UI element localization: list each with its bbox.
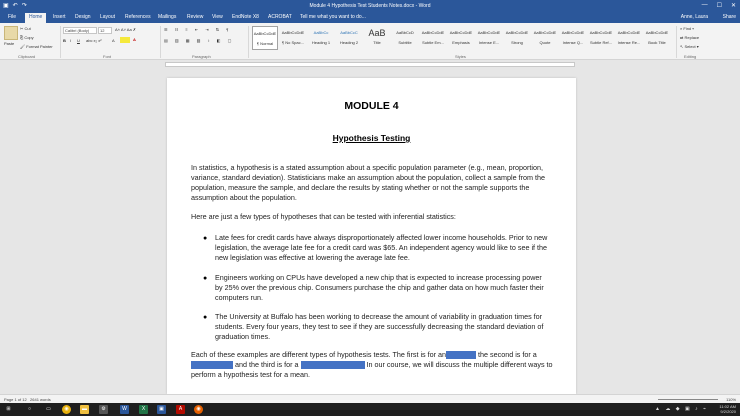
status-page-words [4,397,51,402]
align-icons[interactable]: ▤ ▥ ▦ ▧ ↕ ◧ ▢ [164,38,235,43]
clock[interactable] [719,405,736,414]
para-text: and the third is for a [233,360,301,369]
style-item[interactable] [308,26,334,50]
chrome-icon[interactable]: ◉ [62,405,71,414]
save-icon[interactable]: ▣ [3,3,9,9]
find-button[interactable]: ⌕ Find ▾ [680,26,694,31]
bullet-icon: ● [203,235,208,242]
paragraph-examples [191,350,555,380]
style-item[interactable] [560,26,586,50]
style-preview: AaBbCcDdE [505,30,529,35]
search-icon[interactable]: ○ [27,406,32,412]
styles-group-label: Styles [455,54,466,59]
style-name: Strong [511,40,523,45]
cut-label: Cut [24,26,31,31]
word-icon[interactable]: W [120,405,129,414]
app-icon[interactable]: ▣ [157,405,166,414]
style-name: ¶ No Spac... [282,40,304,45]
document-subheading: Hypothesis Testing [332,133,411,143]
file-explorer-icon[interactable]: ▬ [82,406,87,412]
settings-icon[interactable]: ⚙ [99,405,108,414]
redo-icon[interactable]: ↷ [21,3,27,9]
style-preview: AaBbCcDdE [449,30,473,35]
format-painter-label: Format Painter [26,44,53,49]
highlight-blank[interactable] [301,361,365,369]
paragraph-intro: In statistics, a hypothesis is a stated assumption about a specific population parameter (e.g., mean, proportion, variance, standard deviation). Statisticians make an assumption about the population, collect a sample from the population, measure the sample, and declare the results by stating whether or not the sample supports the assumption about the population. [191,163,545,202]
underline-icon[interactable]: U [77,38,80,43]
paragraph-types: Here are just a few types of hypotheses that can be tested with inferential statistics: [191,212,456,221]
excel-icon[interactable]: X [139,405,148,414]
clock-time: 11:02 AM [719,404,736,409]
tab-file[interactable]: File [8,14,17,20]
style-item[interactable] [616,26,642,50]
style-item[interactable] [504,26,530,50]
title-bar [0,0,740,12]
style-item[interactable] [448,26,474,50]
group-separator [248,26,249,58]
style-preview: AaBbCc [313,30,329,35]
status-bar [0,394,740,403]
style-item[interactable] [252,26,278,50]
tab-layout[interactable]: Layout [100,14,116,20]
font-name-select[interactable]: Calibri (Body) [63,27,97,34]
style-item[interactable] [420,26,446,50]
clock-date: 9/2/2020 [720,408,736,414]
style-name: Intense Re... [617,40,641,45]
style-preview: AaBbCcDdE [561,30,585,35]
ribbon-tabs [0,12,740,23]
select-button[interactable]: ↖ Select ▾ [680,44,699,49]
style-name: Heading 2 [339,40,359,45]
zoom-slider[interactable] [658,399,718,400]
strikethrough-icon[interactable]: abc x₂ x² [86,38,102,43]
taskbar [0,403,740,416]
bullet-icon: ● [203,314,208,321]
font-size-select[interactable]: 12 [98,27,112,34]
style-item[interactable] [336,26,362,50]
style-item[interactable] [532,26,558,50]
font-color-icon[interactable]: A [133,37,136,42]
format-painter-button[interactable]: 🖌 Format Painter [20,44,53,49]
italic-icon[interactable]: I [70,38,72,43]
cut-button[interactable]: ✂ Cut [20,26,31,31]
tab-mailings[interactable]: Mailings [158,14,177,20]
replace-label: Replace [684,35,700,40]
horizontal-ruler[interactable] [0,60,740,69]
style-name: Intense E... [478,40,500,45]
para-text: Each of these examples are different types of hypothesis tests. The first is for an [191,350,447,359]
style-item[interactable] [588,26,614,50]
select-label: Select [684,44,696,49]
minimize-button[interactable]: — [701,2,708,8]
group-separator [676,26,677,58]
style-name: Subtle Ref... [589,40,612,45]
windows-start-icon[interactable]: ⊞ [4,405,13,414]
style-preview: AaB [368,28,386,38]
style-preview: AaBbCcC [340,30,358,35]
bold-icon[interactable]: B [63,38,66,43]
tab-design[interactable]: Design [75,14,91,20]
close-button[interactable]: ✕ [730,3,736,9]
style-item[interactable] [364,26,390,50]
group-separator [60,26,61,58]
style-preview: AaBbCcDdE [645,30,669,35]
undo-icon[interactable]: ↶ [12,3,18,9]
tab-review[interactable]: Review [187,14,204,20]
page-count[interactable]: Page 1 of 12 [4,397,27,402]
style-preview: AaBbCcDdE [253,31,277,36]
user-name[interactable]: Anne, Laura [680,14,708,20]
editing-group-label: Editing [684,54,697,59]
maximize-button[interactable]: ☐ [716,3,722,9]
tell-me-search[interactable]: Tell me what you want to do... [300,14,366,20]
style-item[interactable] [476,26,502,50]
style-name: ¶ Normal [256,41,274,46]
highlight-blank[interactable] [446,351,476,359]
find-label: Find [683,26,692,31]
document-heading: MODULE 4 [344,100,399,112]
task-view-icon[interactable]: ▭ [46,406,51,412]
style-preview: AaBbCcDdE [477,30,501,35]
highlight-color-icon[interactable] [120,37,130,43]
tab-insert[interactable]: Insert [53,14,66,20]
tab-endnote[interactable]: EndNote X8 [232,14,259,20]
grow-font-icon[interactable]: A˄ A˅ Aa ✗ [115,27,137,32]
style-preview: AaBbCcDdE [533,30,557,35]
replace-button[interactable]: ⇄ Replace [680,35,700,40]
share-button[interactable]: Share [722,14,736,20]
tab-view[interactable]: View [212,14,223,20]
paragraph-group-label: Paragraph [192,54,211,59]
style-preview: AaBbCcDdE [589,30,613,35]
paste-icon[interactable] [4,26,18,40]
tab-acrobat[interactable]: ACROBAT [268,14,292,20]
style-item[interactable] [280,26,306,50]
system-tray-icons[interactable]: ▲ ☁ ◆ ▣ ♪ ⌁ [655,406,708,412]
zoom-level[interactable]: 110% [726,397,736,402]
style-preview: AaBbCcDdE [281,30,305,35]
font-group-label: Font [103,54,112,59]
highlight-blank[interactable] [191,361,233,369]
word-count[interactable]: 2641 words [30,397,51,402]
style-item[interactable] [392,26,418,50]
bullet-item: Late fees for credit cards have always disproportionately affected lower income households. Prior to new legislation, the average late fee for a credit card was $65. An independent agency would like to see if the new legislation was effective at lowering the average late fee. [215,233,548,262]
window-controls [702,2,736,9]
tab-references[interactable]: References [125,14,151,20]
bullet-item: The University at Buffalo has been working to decrease the amount of variability in graduation times for students. Every four years, they test to see if they are successfully decreasing the standard deviation of graduation times. [215,312,544,341]
style-preview: AaBbCcDdE [617,30,641,35]
style-name: Intense Q... [562,40,584,45]
style-preview: AaBbCcD [396,30,414,35]
style-name: Quote [539,40,551,45]
style-name: Title [373,40,381,45]
clipboard-group-label: Clipboard [18,54,36,59]
copy-button[interactable]: ⎘ Copy [20,35,34,40]
style-preview: AaBbCcDdE [421,30,445,35]
copy-label: Copy [24,35,34,40]
firefox-icon[interactable]: ◉ [194,405,203,414]
bullet-icon: ● [203,275,208,282]
style-name: Subtitle [398,40,412,45]
style-name: Book Title [648,40,666,45]
para-text: In our course, we will discuss the multiple different ways to perform a hypothesis test for a mean. [191,360,553,379]
ruler-strip [165,62,575,67]
tab-home[interactable]: Home [25,13,46,23]
group-separator [160,26,161,58]
ribbon-home [0,23,740,60]
text-effects-icon[interactable]: A [112,38,115,43]
style-name: Subtle Em... [422,40,444,45]
list-icons[interactable]: ☰ ☷ ≡ ⇤ ⇥ ⇅ ¶ [164,27,232,32]
style-item[interactable] [644,26,670,50]
document-page[interactable] [167,78,576,394]
bullet-item: Engineers working on CPUs have developed a new chip that is expected to increase processing power by 25% over the previous chip. Consumers purchase the chip and gather data on how much faster their computers run. [215,273,544,302]
para-text: the second is for a [476,350,537,359]
window-title: Module 4 Hypothesis Test Students Notes.docx - Word [309,3,431,9]
style-name: Emphasis [452,40,470,45]
acrobat-icon[interactable]: A [176,405,185,414]
paste-button[interactable]: Paste [4,41,15,46]
style-name: Heading 1 [311,40,331,45]
